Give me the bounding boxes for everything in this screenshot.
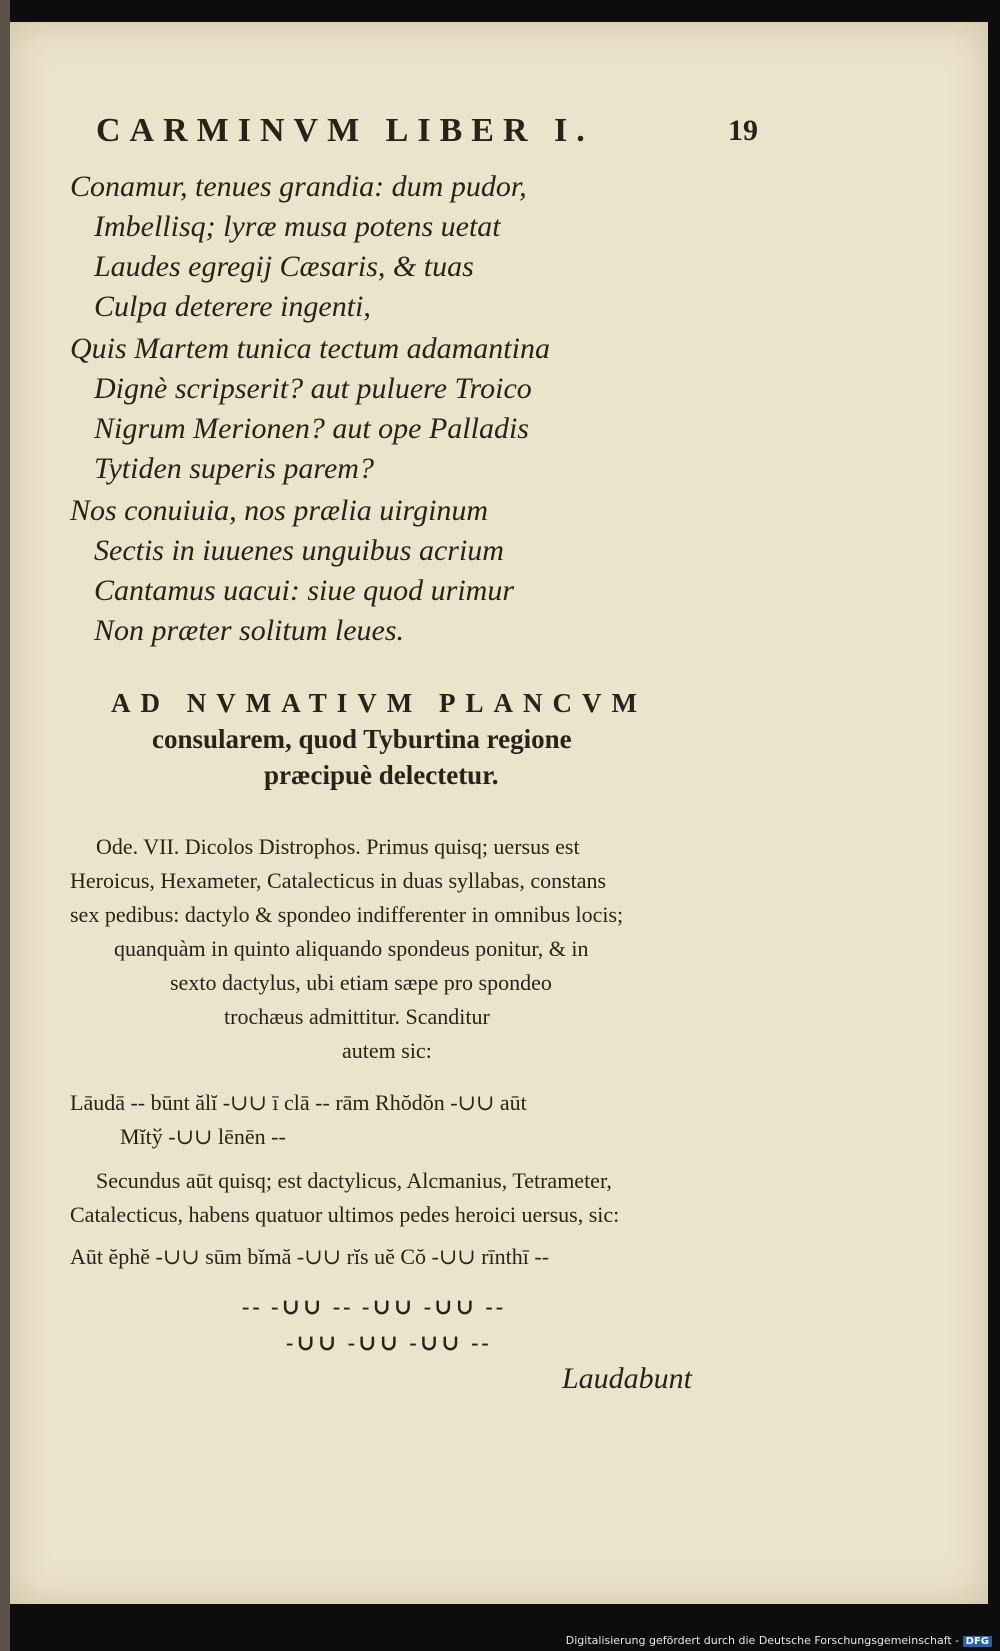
meter-scheme: -∪∪ -∪∪ -∪∪ -- (286, 1330, 492, 1355)
book-page (10, 22, 988, 1604)
prose-line: Heroicus, Hexameter, Catalecticus in duas syllabas, constans (70, 868, 607, 893)
verse-line: Quis Martem tunica tectum adamantina (70, 332, 550, 365)
ode-title: AD NVMATIVM PLANCVM (111, 688, 647, 718)
prose-line: Ode. VII. Dicolos Distrophos. Primus quisq; uersus est (96, 834, 580, 859)
verse-line: Culpa deterere ingenti, (94, 290, 371, 323)
verse-line: Dignè scripserit? aut puluere Troico (94, 372, 532, 405)
prose-line: Secundus aūt quisq; est dactylicus, Alcmanius, Tetrameter, (96, 1168, 612, 1193)
verse-line: Non præter solitum leues. (94, 614, 405, 647)
verse-line: Nigrum Merionen? aut ope Palladis (94, 412, 529, 445)
verse-line: Tytiden superis parem? (94, 452, 374, 485)
prose-line: autem sic: (342, 1038, 432, 1063)
ode-subtitle: præcipuè delectetur. (264, 760, 499, 790)
prose-line: Catalecticus, habens quatuor ultimos pedes heroici uersus, sic: (70, 1202, 620, 1227)
prose-line: sexto dactylus, ubi etiam sæpe pro spondeo (170, 970, 552, 995)
prose-line: quanquàm in quinto aliquando spondeus ponitur, & in (114, 936, 589, 961)
running-header: CARMINVM LIBER I. (96, 112, 594, 149)
digitization-credit (566, 1634, 992, 1647)
page-number: 19 (728, 114, 758, 147)
verse-line: Cantamus uacui: siue quod urimur (94, 574, 514, 607)
scansion-line: Lāudā -- būnt ălĭ -∪∪ ī clā -- rām Rhŏdŏn -∪∪ aūt (70, 1090, 527, 1115)
ode-subtitle: consularem, quod Tyburtina regione (152, 724, 572, 754)
verse-line: Laudes egregij Cæsaris, & tuas (94, 250, 474, 283)
prose-line: sex pedibus: dactylo & spondeo indifferenter in omnibus locis; (70, 902, 624, 927)
dfg-logo: DFG (963, 1636, 992, 1647)
scansion-line: Mĭtў -∪∪ lēnēn -- (120, 1124, 286, 1149)
catchword: Laudabunt (562, 1362, 693, 1395)
verse-line: Imbellisq; lyræ musa potens uetat (94, 210, 501, 243)
verse-line: Sectis in iuuenes unguibus acrium (94, 534, 504, 567)
verse-line: Nos conuiuia, nos prælia uirginum (70, 494, 489, 527)
prose-line: trochæus admittitur. Scanditur (224, 1004, 490, 1029)
verse-line: Conamur, tenues grandia: dum pudor, (70, 170, 527, 203)
page-edge (0, 0, 10, 1651)
scansion-line: Aūt ĕphĕ -∪∪ sūm bĭmă -∪∪ rĭs uĕ Cŏ -∪∪ rīnthī -- (70, 1244, 550, 1269)
credit-text: Digitalisierung gefördert durch die Deutsche Forschungsgemeinschaft - (565, 1634, 960, 1647)
meter-scheme: -- -∪∪ -- -∪∪ -∪∪ -- (242, 1294, 507, 1319)
